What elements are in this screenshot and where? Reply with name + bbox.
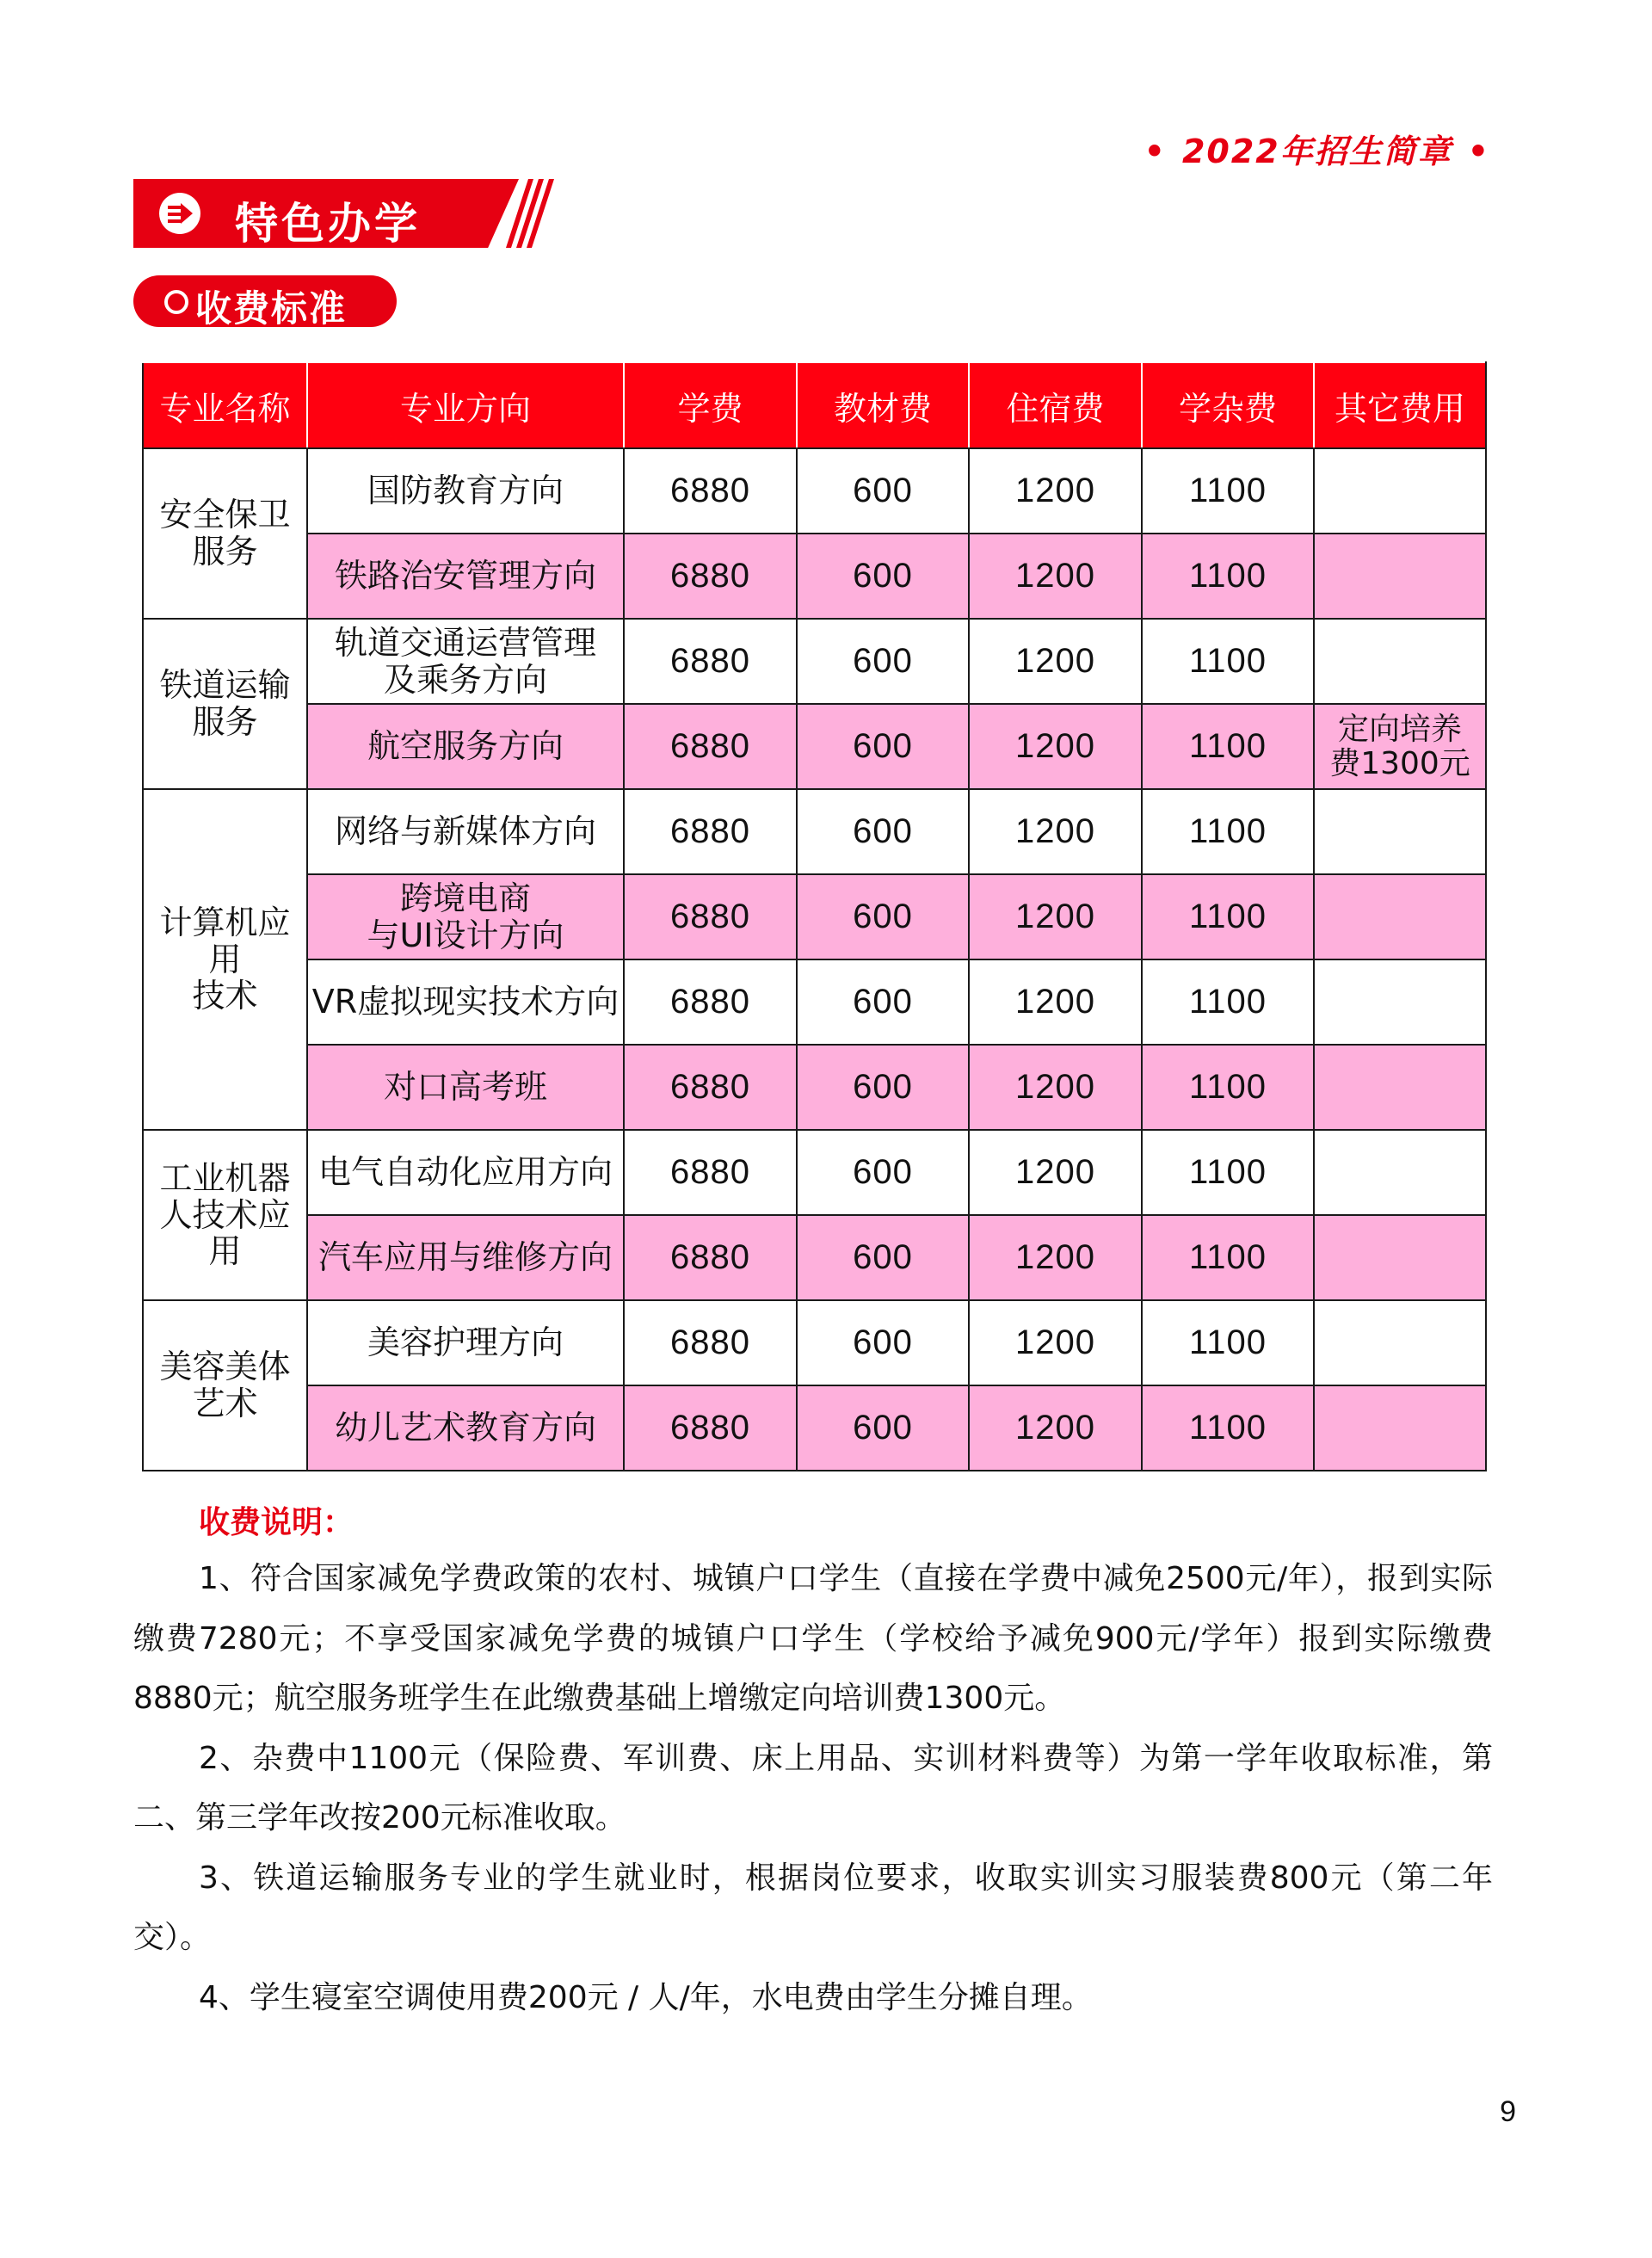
misc-fee-cell: 1100 [1142, 448, 1314, 534]
note-item: 3、铁道运输服务专业的学生就业时，根据岗位要求，收取实训实习服装费800元（第二年交）。 [133, 1860, 1493, 1955]
direction-cell: 电气自动化应用方向 [307, 1130, 624, 1215]
major-name-cell: 计算机应用 技术 [143, 789, 307, 1130]
table-row [143, 1130, 1486, 1215]
arrow-lines-icon [159, 193, 200, 234]
major-name-cell: 工业机器 人技术应用 [143, 1130, 307, 1300]
tuition-cell: 6880 [624, 959, 797, 1045]
other-fee-cell [1314, 448, 1486, 534]
banner-stripes [512, 179, 555, 248]
ring-icon [164, 290, 188, 314]
column-header: 其它费用 [1314, 362, 1486, 448]
misc-fee-cell: 1100 [1142, 1300, 1314, 1385]
direction-cell: 跨境电商 与UI设计方向 [307, 874, 624, 959]
misc-fee-cell: 1100 [1142, 959, 1314, 1045]
other-fee-cell [1314, 619, 1486, 704]
section-banner [133, 179, 553, 248]
note-item: 4、学生寝室空调使用费200元 / 人/年，水电费由学生分摊自理。 [199, 1979, 1093, 2015]
misc-fee-cell: 1100 [1142, 1215, 1314, 1300]
other-fee-cell [1314, 1215, 1486, 1300]
table-row [143, 1045, 1486, 1130]
brochure-header-tag [1129, 125, 1506, 172]
misc-fee-cell: 1100 [1142, 534, 1314, 619]
dorm-fee-cell: 1200 [969, 704, 1142, 789]
table-row [143, 789, 1486, 874]
tuition-cell: 6880 [624, 534, 797, 619]
dorm-fee-cell: 1200 [969, 1045, 1142, 1130]
tuition-cell: 6880 [624, 1300, 797, 1385]
table-row [143, 448, 1486, 534]
subsection-pill [133, 275, 397, 330]
banner-title: 特色办学 [235, 199, 421, 249]
tuition-cell: 6880 [624, 1130, 797, 1215]
table-body [143, 448, 1486, 1471]
table-row [143, 959, 1486, 1045]
dorm-fee-cell: 1200 [969, 1300, 1142, 1385]
other-fee-cell [1314, 534, 1486, 619]
dorm-fee-cell: 1200 [969, 789, 1142, 874]
direction-cell: 网络与新媒体方向 [307, 789, 624, 874]
direction-cell: 轨道交通运营管理 及乘务方向 [307, 619, 624, 704]
misc-fee-cell: 1100 [1142, 1130, 1314, 1215]
note-item: 1、符合国家减免学费政策的农村、城镇户口学生（直接在学费中减免2500元/年），报到实际缴费7280元；不享受国家减免学费的城镇户口学生（学校给予减免900元/学年）报到实际缴费8880元；航空服务班学生在此缴费基础上增缴定向培训费1300元。 [133, 1561, 1493, 1716]
bullet-dot-left: • [1143, 133, 1167, 170]
direction-cell: 对口高考班 [307, 1045, 624, 1130]
column-header: 专业方向 [307, 362, 624, 448]
table-row [143, 874, 1486, 959]
dorm-fee-cell: 1200 [969, 1215, 1142, 1300]
tuition-cell: 6880 [624, 1045, 797, 1130]
misc-fee-cell: 1100 [1142, 1385, 1314, 1471]
direction-cell: 美容护理方向 [307, 1300, 624, 1385]
bullet-dot-right: • [1467, 133, 1490, 170]
other-fee-cell [1314, 959, 1486, 1045]
books-fee-cell: 600 [797, 874, 969, 959]
direction-cell: 幼儿艺术教育方向 [307, 1385, 624, 1471]
books-fee-cell: 600 [797, 1215, 969, 1300]
misc-fee-cell: 1100 [1142, 874, 1314, 959]
other-fee-cell [1314, 874, 1486, 959]
books-fee-cell: 600 [797, 959, 969, 1045]
major-name-cell: 铁道运输 服务 [143, 619, 307, 789]
dorm-fee-cell: 1200 [969, 874, 1142, 959]
books-fee-cell: 600 [797, 448, 969, 534]
other-fee-cell [1314, 1300, 1486, 1385]
misc-fee-cell: 1100 [1142, 619, 1314, 704]
misc-fee-cell: 1100 [1142, 704, 1314, 789]
subsection-title: 收费标准 [195, 287, 348, 330]
books-fee-cell: 600 [797, 704, 969, 789]
fee-notes [133, 1497, 1493, 2027]
dorm-fee-cell: 1200 [969, 1130, 1142, 1215]
table-row [143, 1300, 1486, 1385]
brochure-title: 2022年招生简章 [1181, 133, 1452, 170]
tuition-cell: 6880 [624, 1385, 797, 1471]
direction-cell: 铁路治安管理方向 [307, 534, 624, 619]
column-header: 住宿费 [969, 362, 1142, 448]
books-fee-cell: 600 [797, 1300, 969, 1385]
tuition-cell: 6880 [624, 704, 797, 789]
dorm-fee-cell: 1200 [969, 959, 1142, 1045]
dorm-fee-cell: 1200 [969, 534, 1142, 619]
table-row [143, 704, 1486, 789]
note-item: 2、杂费中1100元（保险费、军训费、床上用品、实训材料费等）为第一学年收取标准，第二、第三学年改按200元标准收取。 [133, 1740, 1493, 1835]
direction-cell: 航空服务方向 [307, 704, 624, 789]
table-row [143, 1215, 1486, 1300]
other-fee-cell: 定向培养 费1300元 [1314, 704, 1486, 789]
table-header-row [143, 362, 1486, 448]
table-row [143, 619, 1486, 704]
column-header: 学杂费 [1142, 362, 1314, 448]
table-row [143, 1385, 1486, 1471]
books-fee-cell: 600 [797, 1045, 969, 1130]
column-header: 专业名称 [143, 362, 307, 448]
books-fee-cell: 600 [797, 789, 969, 874]
tuition-cell: 6880 [624, 1215, 797, 1300]
direction-cell: 汽车应用与维修方向 [307, 1215, 624, 1300]
major-name-cell: 安全保卫 服务 [143, 448, 307, 619]
tuition-cell: 6880 [624, 874, 797, 959]
notes-title: 收费说明： [199, 1505, 354, 1540]
column-header: 学费 [624, 362, 797, 448]
tuition-cell: 6880 [624, 789, 797, 874]
direction-cell: VR虚拟现实技术方向 [307, 959, 624, 1045]
books-fee-cell: 600 [797, 619, 969, 704]
fee-table [142, 361, 1487, 1471]
tuition-cell: 6880 [624, 448, 797, 534]
column-header: 教材费 [797, 362, 969, 448]
major-name-cell: 美容美体 艺术 [143, 1300, 307, 1471]
other-fee-cell [1314, 1385, 1486, 1471]
misc-fee-cell: 1100 [1142, 1045, 1314, 1130]
page-number: 9 [1500, 2095, 1516, 2128]
books-fee-cell: 600 [797, 1130, 969, 1215]
dorm-fee-cell: 1200 [969, 619, 1142, 704]
dorm-fee-cell: 1200 [969, 1385, 1142, 1471]
other-fee-cell [1314, 1130, 1486, 1215]
other-fee-cell [1314, 789, 1486, 874]
dorm-fee-cell: 1200 [969, 448, 1142, 534]
table-row [143, 534, 1486, 619]
misc-fee-cell: 1100 [1142, 789, 1314, 874]
books-fee-cell: 600 [797, 534, 969, 619]
direction-cell: 国防教育方向 [307, 448, 624, 534]
tuition-cell: 6880 [624, 619, 797, 704]
books-fee-cell: 600 [797, 1385, 969, 1471]
other-fee-cell [1314, 1045, 1486, 1130]
